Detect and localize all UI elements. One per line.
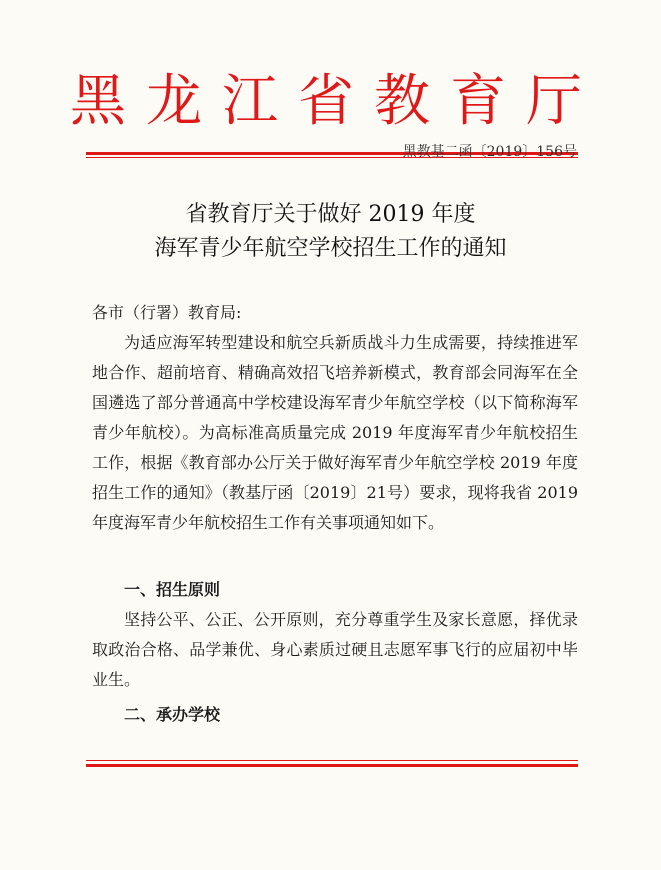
notice-title-line-1: 省教育厅关于做好 2019 年度	[185, 202, 476, 227]
section-heading-host-schools: 二、承办学校	[124, 705, 221, 724]
body-paragraph-1: 为适应海军转型建设和航空兵新质战斗力生成需要，持续推进军地合作、超前培育、精确高效招飞培养新模式，教育部会同海军在全国遴选了部分普通高中学校建设海军青少年航空学校（以下简称海军青少年航校）。为高标准高质量完成 2019 年度海军青少年航校招生工作，根据《教育部办公厅关于做好海军青少年航空学校 2019 年度招生工作的通知》（教基厅函〔2019〕21号）要求，现将我省 2019 年度海军青少年航校招生工作有关事项通知如下。	[92, 333, 578, 532]
agency-name-header: 黑龙江省教育厅	[70, 69, 602, 134]
body-paragraph-2: 坚持公平、公正、公开原则，充分尊重学生及家长意愿，择优录取政治合格、品学兼优、身心素质过硬且志愿军事飞行的应届初中毕业生。	[92, 610, 578, 689]
footer-red-rule-thin	[86, 760, 578, 761]
salutation: 各市（行署）教育局:	[92, 303, 242, 322]
section-heading-admission-principles: 一、招生原则	[124, 580, 221, 599]
footer-red-rule-thick	[86, 764, 578, 767]
document-number: 黑教基二函〔2019〕156号	[402, 144, 577, 160]
notice-title-line-2: 海军青少年航空学校招生工作的通知	[154, 236, 507, 261]
